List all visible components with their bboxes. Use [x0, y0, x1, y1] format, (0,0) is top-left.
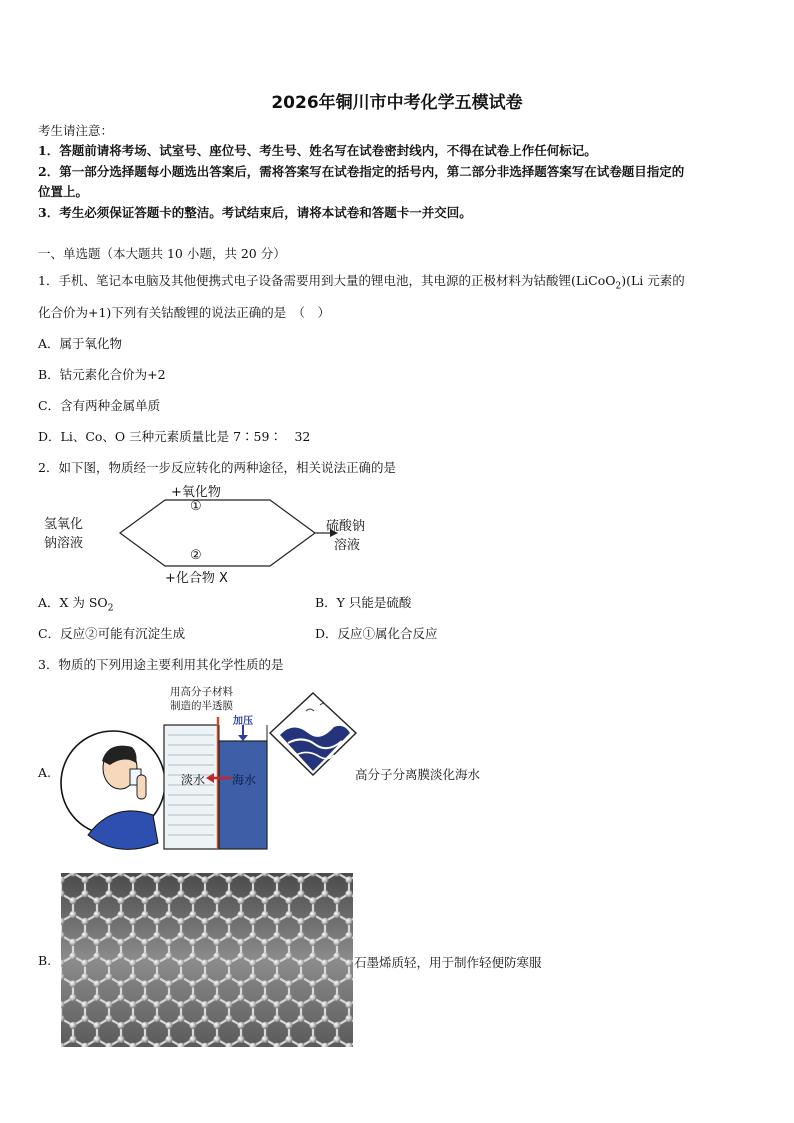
diagram-right-line1: 硫酸钠 [326, 519, 366, 534]
sea-wave-icon [270, 693, 356, 775]
page-title: 2026年铜川市中考化学五模试卷 [271, 93, 523, 113]
q3-option-a-label: A. [38, 765, 52, 780]
diagram-top-num: ① [190, 499, 202, 514]
diagram-bottom-label: +化合物 X [165, 571, 228, 586]
notice-heading: 考生请注意： [38, 123, 114, 138]
q2-option-d: D．反应①属化合反应 [315, 626, 438, 641]
sea-water-label: 海水 [232, 773, 257, 787]
diagram-right-line2: 溶液 [334, 538, 361, 553]
section-heading: 一、单选题（本大题共 10 小题，共 20 分） [38, 246, 286, 261]
notice-item-2-cont: 位置上。 [38, 184, 89, 199]
q2-option-a: A．X 为 $SO_2$ [38, 595, 114, 614]
pressure-label: 加压 [233, 716, 253, 727]
membrane-label-line2: 制造的半透膜 [170, 700, 233, 712]
q3-option-b-text: 石墨烯质轻，用于制作轻便防寒服 [354, 955, 542, 970]
diagram-left-line2: 钠溶液 [44, 536, 84, 551]
q1-stem-line1: 1．手机、笔记本电脑及其他便携式电子设备需要用到大量的锂电池，其电源的正极材料为钴酸锂(LiCoO$_2$)(Li 元素的 [38, 273, 685, 292]
q3-option-a-text: 高分子分离膜淡化海水 [355, 767, 481, 782]
membrane-label-line1: 用高分子材料 [170, 686, 233, 698]
q1-option-a: A．属于氧化物 [38, 336, 123, 351]
q2-stem: 2．如下图，物质经一步反应转化的两种途径，相关说法正确的是 [38, 460, 396, 475]
person-drinking-image [61, 731, 165, 849]
q3-stem: 3．物质的下列用途主要利用其化学性质的是 [38, 657, 284, 672]
q2-option-c: C．反应②可能有沉淀生成 [38, 626, 186, 641]
q1-option-b: B．钴元素化合价为+2 [38, 367, 166, 382]
diagram-left-line1: 氢氧化 [44, 517, 84, 532]
q2-option-b: B．Y 只能是硫酸 [315, 595, 412, 610]
fresh-water-label: 淡水 [181, 773, 206, 787]
q3-option-b-label: B. [38, 953, 52, 968]
notice-item-1: 1．答题前请将考场、试室号、座位号、考生号、姓名写在试卷密封线内，不得在试卷上作任何标记。 [38, 143, 597, 158]
notice-item-3: 3．考生必须保证答题卡的整洁。考试结束后，请将本试卷和答题卡一并交回。 [38, 205, 472, 220]
q1-stem-line2: 化合价为+1)下列有关钴酸锂的说法正确的是 （ ） [38, 305, 331, 320]
diagram-top-label: +氧化物 [171, 485, 221, 500]
notice-item-2: 2．第一部分选择题每小题选出答案后，需将答案写在试卷指定的括号内，第二部分非选择题答案写在试卷题目指定的 [38, 164, 685, 179]
q1-option-d: D．Li、Co、O 三种元素质量比是 7∶59∶ 32 [38, 429, 311, 444]
diagram-bottom-num: ② [190, 548, 202, 563]
q1-option-c: C．含有两种金属单质 [38, 398, 161, 413]
